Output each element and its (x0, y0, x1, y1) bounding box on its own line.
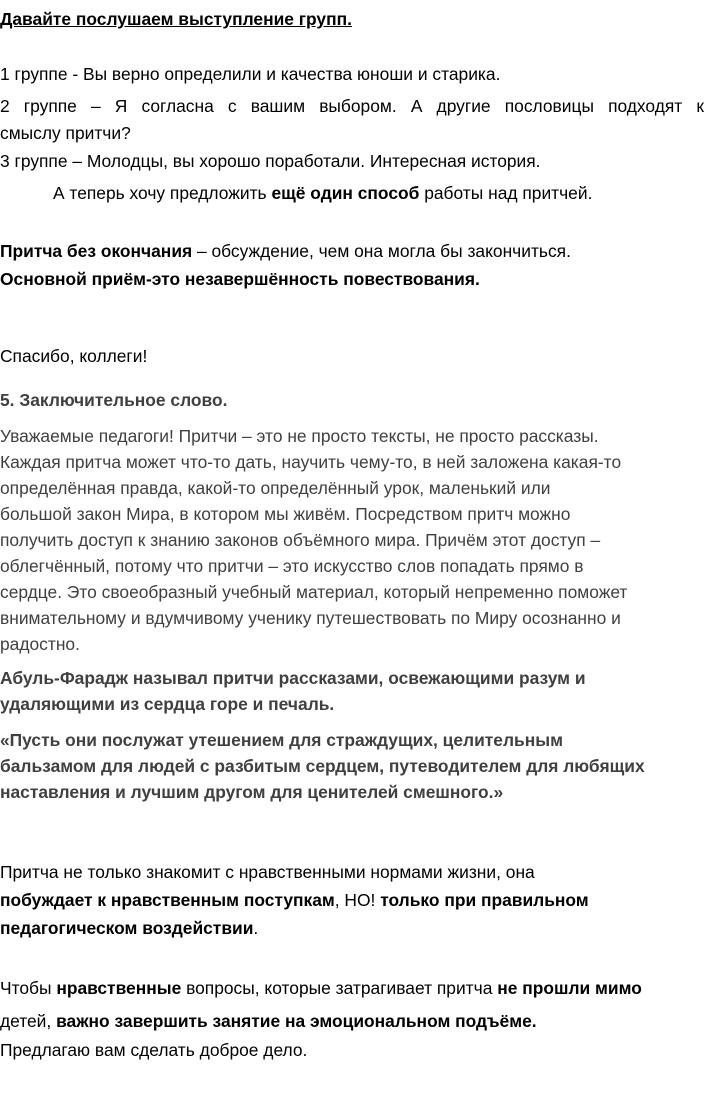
closing-bold-moral-acts: побуждает к нравственным поступкам (0, 890, 335, 910)
main-technique: Основной приём-это незавершённость повествования. (0, 269, 480, 289)
closing-bold-only-correct: только при правильном (380, 890, 589, 910)
closing-p1-line1: Притча не только знакомит с нравственными нормами жизни, она (0, 862, 535, 882)
section-5-line-3: определённая правда, какой-то определённый урок, маленький или (0, 478, 551, 498)
quote-line-3: наставления и лучшим другом для ценителей смешного.» (0, 782, 504, 802)
closing-p2-line2 (0, 1010, 537, 1032)
section-5-line-2: Каждая притча может что-то дать, научить чему-то, в ней заложена какая-то (0, 452, 622, 472)
closing-p2-a: Чтобы (0, 978, 57, 998)
feedback-group-2-line1: 2 группе – Я согласна с вашим выбором. А другие пословицы подходят к (0, 96, 704, 116)
parable-term: Притча без окончания (0, 241, 193, 261)
offer-another-method (53, 182, 592, 204)
section-5-line-5: получить доступ к знанию законов объёмного мира. Причём этот доступ – (0, 530, 601, 550)
heading-listen-groups: Давайте послушаем выступление групп. (0, 9, 352, 29)
feedback-group-3: 3 группе – Молодцы, вы хорошо поработали. Интересная история. (0, 151, 541, 171)
quote-line-1: «Пусть они послужат утешением для страждущих, целительным (0, 730, 563, 750)
section-5-line-4: большой закон Мира, в котором мы живём. Посредством притч можно (0, 504, 571, 524)
quote-line-2: бальзамом для людей с разбитым сердцем, путеводителем для любящих (0, 756, 645, 776)
abul-faraj-line-1: Абуль-Фарадж называл притчи рассказами, освежающими разум и (0, 668, 586, 688)
thanks-colleagues: Спасибо, коллеги! (0, 346, 148, 366)
closing-p1-line3 (0, 917, 258, 939)
closing-p2-children: детей, (0, 1011, 57, 1031)
closing-p2-bold-moral: нравственные (56, 978, 182, 998)
parable-without-ending (0, 240, 571, 262)
section-5-title: 5. Заключительное слово. (0, 390, 228, 410)
feedback-group-1: 1 группе - Вы верно определили и качества юноши и старика. (0, 64, 501, 84)
offer-text-c: работы над притчей. (419, 183, 593, 203)
section-5-line-1: Уважаемые педагоги! Притчи – это не просто тексты, не просто рассказы. (0, 426, 599, 446)
abul-faraj-line-2: удаляющими из сердца горе и печаль. (0, 694, 335, 714)
closing-p2-c: вопросы, которые затрагивает притча (181, 978, 498, 998)
closing-period: . (253, 918, 259, 938)
closing-but: , НО! (334, 890, 381, 910)
closing-good-deed: Предлагаю вам сделать доброе дело. (0, 1040, 308, 1060)
closing-p2-bold-emotional: важно завершить занятие на эмоциональном подъёме. (56, 1011, 537, 1031)
closing-p2-bold-not-pass: не прошли мимо (497, 978, 642, 998)
section-5-line-7: сердце. Это своеобразный учебный материал, который непременно поможет (0, 582, 628, 602)
parable-definition: – обсуждение, чем она могла бы закончиться. (192, 241, 571, 261)
closing-p2-line1 (0, 977, 642, 999)
section-5-line-8: внимательному и вдумчивому ученику путешествовать по Миру осознанно и (0, 608, 621, 628)
offer-text-a: А теперь хочу предложить (53, 183, 272, 203)
closing-bold-pedagogical: педагогическом воздействии (0, 918, 254, 938)
closing-p1-line2 (0, 889, 589, 911)
feedback-group-2-line2: смыслу притчи? (0, 123, 131, 143)
section-5-line-6: облегчённый, потому что притчи – это искусство слов попадать прямо в (0, 556, 584, 576)
offer-text-bold: ещё один способ (271, 183, 420, 203)
section-5-line-9: радостно. (0, 634, 80, 654)
